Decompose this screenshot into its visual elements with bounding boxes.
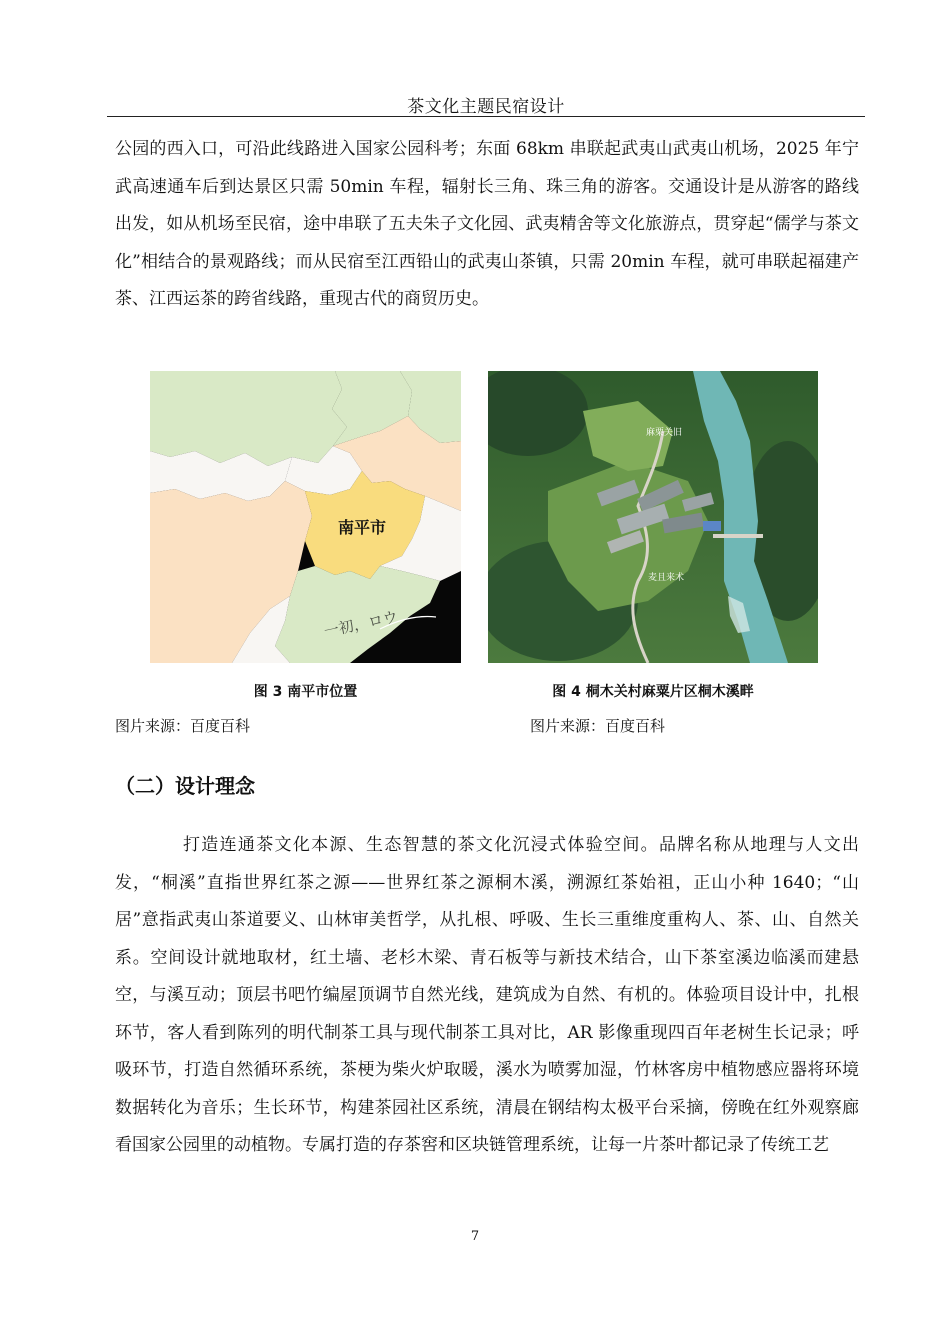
figure-4-caption: 图 4 桐木关村麻粟片区桐木溪畔 bbox=[552, 684, 754, 700]
bridge bbox=[713, 534, 763, 538]
map-region-northwest bbox=[150, 371, 347, 466]
header-rule bbox=[107, 116, 865, 117]
aerial-photo-figure bbox=[488, 371, 818, 663]
body-paragraph-1: 公园的西入口，可沿此线路进入国家公园科考；东面 68km 串联起武夷山武夷山机场，2025 年宁武高速通车后到达景区只需 50min 车程，辐射长三角、珠三角的游客。交通设计是从游客的路线出发，如从机场至民宿，途中串联了五夫朱子文化园、武夷精舍等文化旅游点，贯穿起“儒学与茶文化”相结合的景观路线；而从民宿至江西铅山的武夷山茶镇，只需 20min 车程，就可串联起福建产茶、江西运茶的跨省线路，重现古代的商贸历史。 bbox=[115, 139, 859, 309]
map-label-nanping: 南平市 bbox=[337, 518, 387, 537]
map-label-scribble: 一初，ロウ bbox=[322, 607, 400, 641]
section-heading: （二）设计理念 bbox=[115, 774, 255, 798]
figure-4-source: 图片来源：百度百科 bbox=[530, 717, 666, 735]
body-paragraph-2: 打造连通茶文化本源、生态智慧的茶文化沉浸式体验空间。品牌名称从地理与人文出发，“桐溪”直指世界红茶之源——世界红茶之源桐木溪，溯源红茶始祖，正山小种 1640；“山居”意指武夷山茶道要义、山林审美哲学，从扎根、呼吸、生长三重维度重构人、茶、山、自然关系。空间设计就地取材，红土墙、老杉木梁、青石板等与新技术结合，山下茶室溪边临溪而建悬空，与溪互动；顶层书吧竹编屋顶调节自然光线，建筑成为自然、有机的。体验项目设计中，扎根环节，客人看到陈列的明代制茶工具与现代制茶工具对比，AR 影像重现四百年老树生长记录；呼吸环节，打造自然循环系统，茶梗为柴火炉取暖，溪水为喷雾加湿，竹林客房中植物感应器将环境数据转化为音乐；生长环节，构建茶园社区系统，清晨在钢结构太极平台采摘，傍晚在红外观察廊看国家公园里的动植物。专属打造的存茶窖和区块链管理系统，让每一片茶叶都记录了传统工艺 bbox=[115, 835, 859, 1155]
aerial-label-bottom: 麦且来术 bbox=[647, 573, 685, 583]
aerial-photo-image bbox=[488, 371, 818, 663]
page-number: 7 bbox=[470, 1229, 480, 1244]
figure-3-caption: 图 3 南平市位置 bbox=[253, 684, 358, 700]
figure-3-source: 图片来源：百度百科 bbox=[115, 717, 251, 735]
running-header: 茶文化主题民宿设计 bbox=[407, 97, 565, 117]
nanping-map-figure bbox=[150, 371, 461, 663]
aerial-label-top: 麻栗关旧 bbox=[645, 428, 683, 438]
nanping-map-image bbox=[150, 371, 461, 663]
